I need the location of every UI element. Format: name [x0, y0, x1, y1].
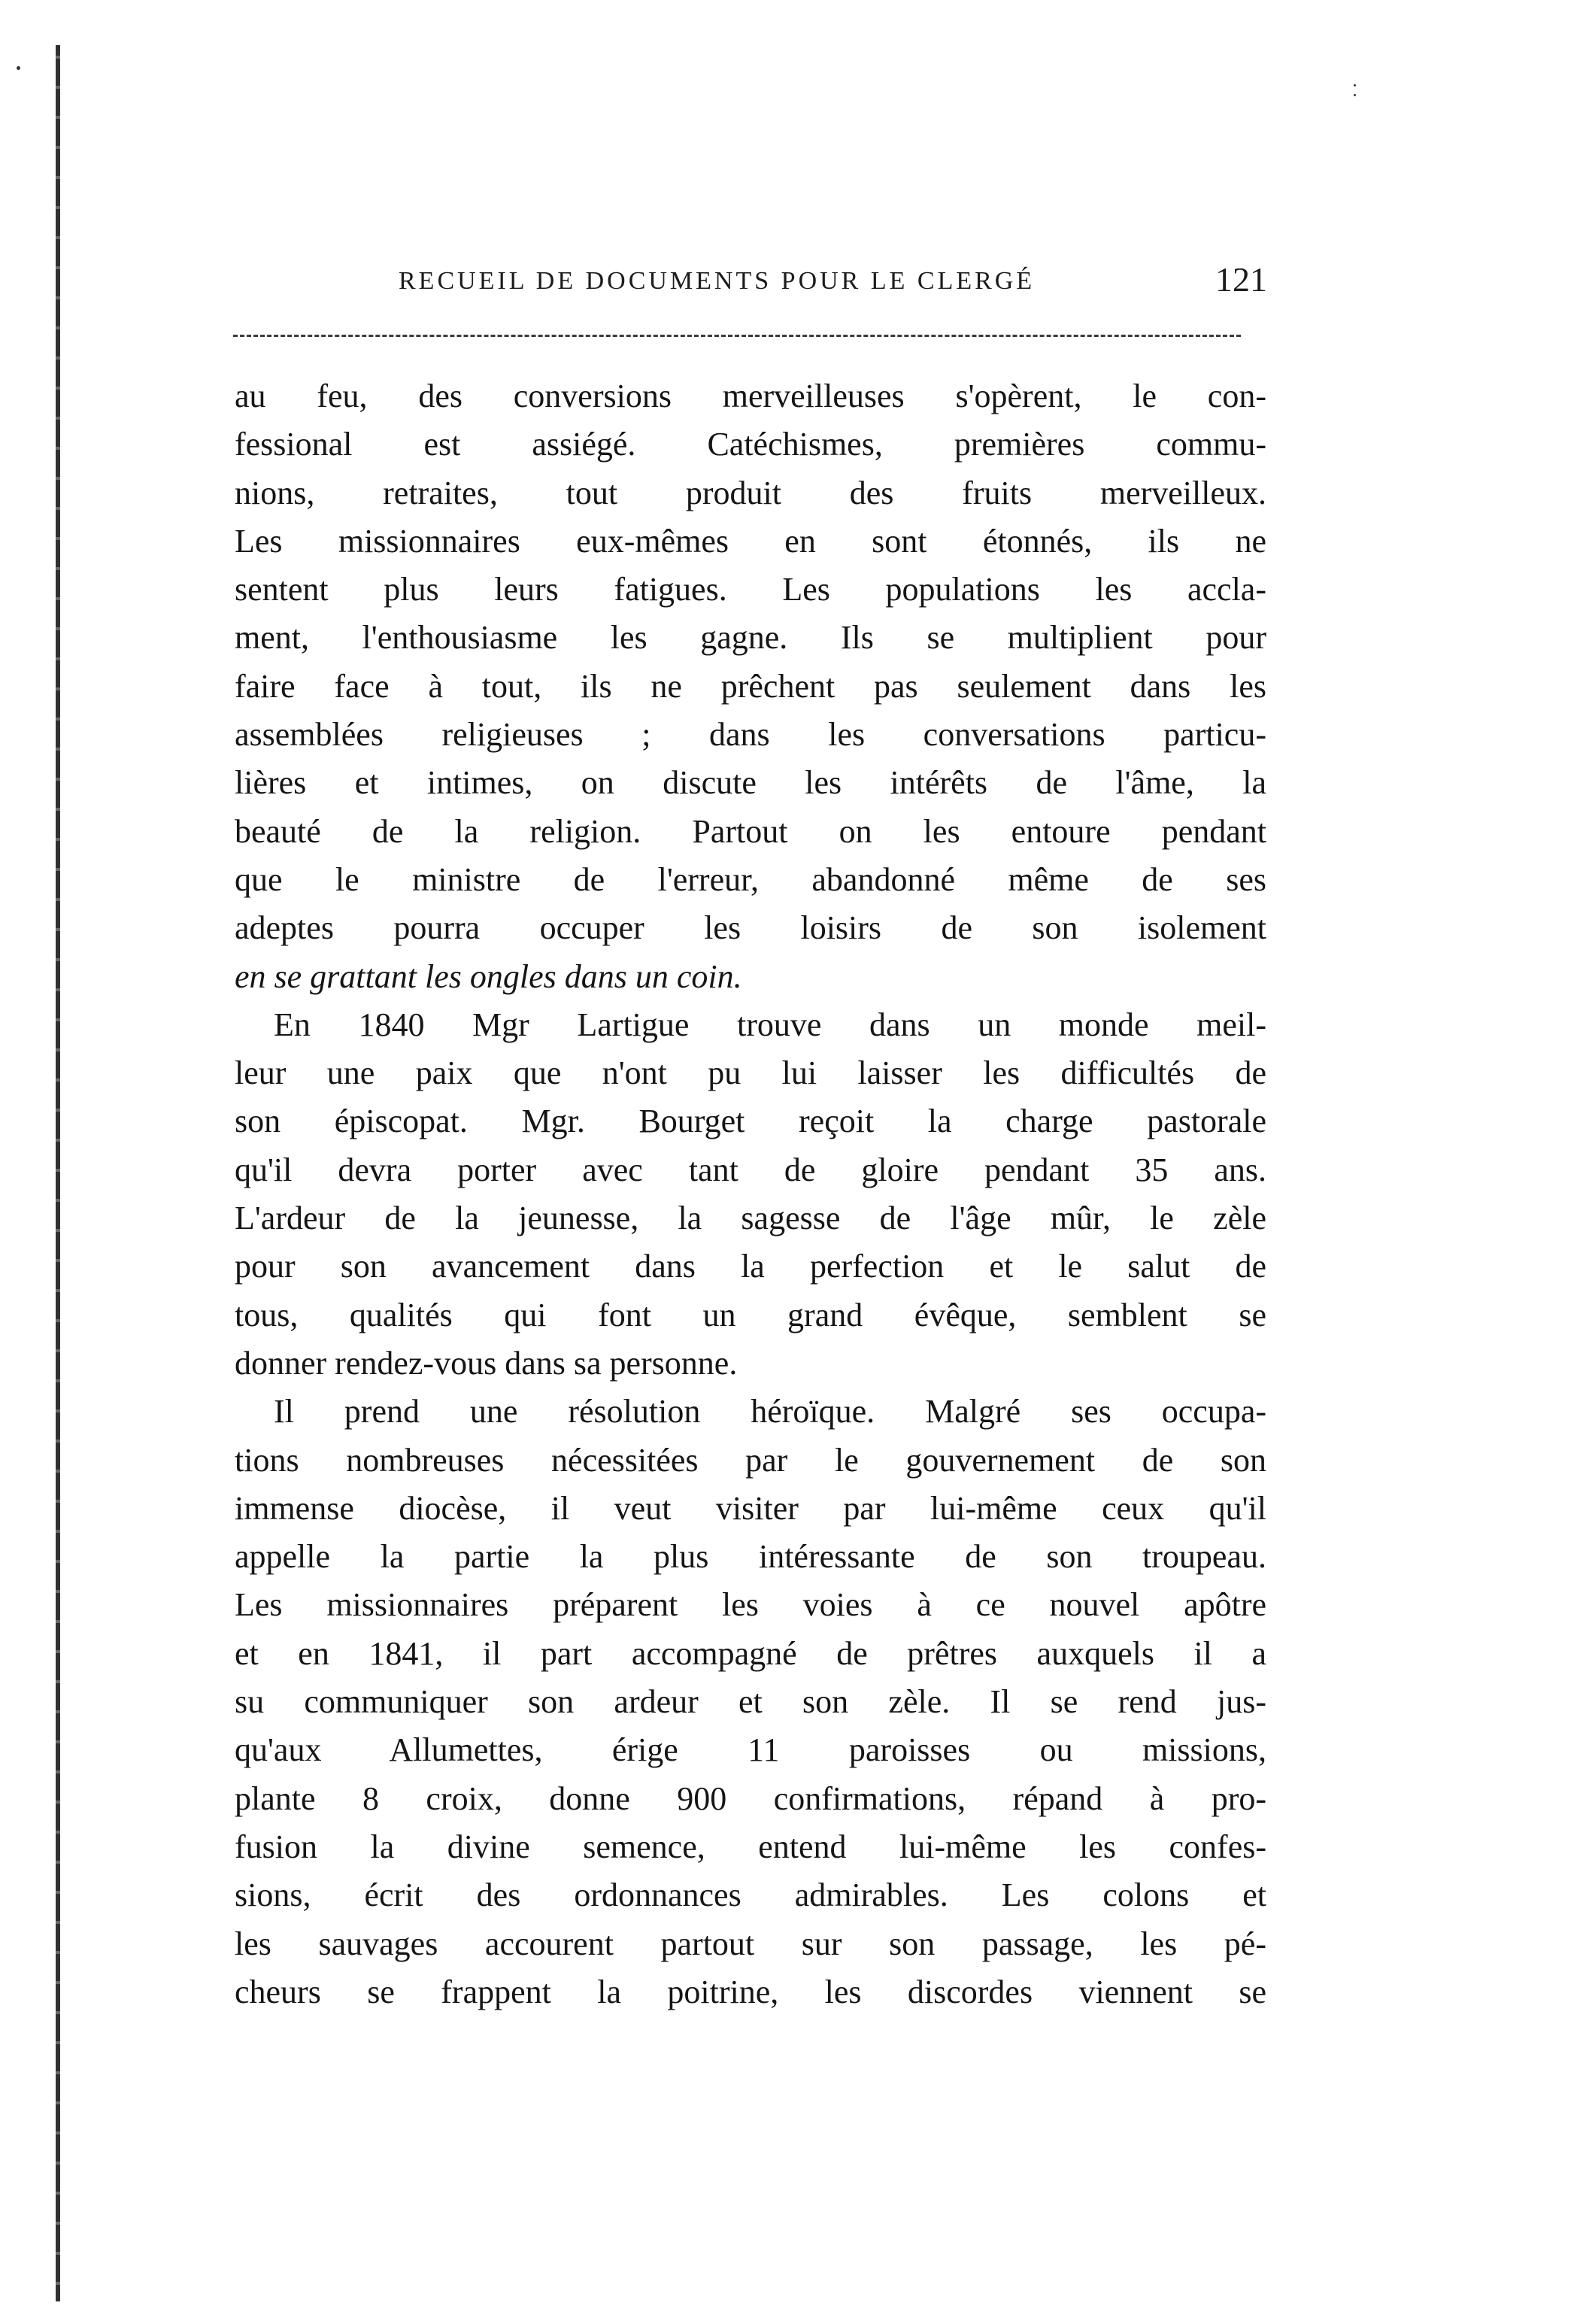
- text-line: son épiscopat. Mgr. Bourget reçoit la charge pastorale: [235, 1103, 1266, 1140]
- text-line: Les missionnaires préparent les voies à ce nouvel apôtre: [235, 1586, 1266, 1624]
- scan-speck: [1354, 84, 1356, 86]
- text-line: les sauvages accourent partout sur son passage, les pé-: [235, 1925, 1266, 1962]
- text-line: adeptes pourra occuper les loisirs de son isolement: [235, 909, 1266, 947]
- text-line: beauté de la religion. Partout on les entoure pendant: [235, 812, 1266, 850]
- text-line: L'ardeur de la jeunesse, la sagesse de l'âge mûr, le zèle: [235, 1200, 1266, 1237]
- text-line: faire face à tout, ils ne prêchent pas seulement dans les: [235, 667, 1266, 705]
- text-line: Les missionnaires eux-mêmes en sont étonnés, ils ne: [235, 522, 1266, 560]
- text-line: su communiquer son ardeur et son zèle. Il se rend jus-: [235, 1683, 1266, 1721]
- body-text: [235, 372, 1266, 2016]
- text-line: fusion la divine semence, entend lui-même les confes-: [235, 1828, 1266, 1865]
- page-binding-edge: [56, 45, 60, 2301]
- text-line: ment, l'enthousiasme les gagne. Ils se multiplient pour: [235, 619, 1266, 657]
- text-line: Il prend une résolution héroïque. Malgré ses occupa-: [274, 1393, 1266, 1431]
- text-line: au feu, des conversions merveilleuses s'opèrent, le con-: [235, 378, 1266, 414]
- page-header: [233, 259, 1275, 312]
- text-line: lières et intimes, on discute les intérêts de l'âme, la: [235, 764, 1266, 802]
- page-number: 121: [1215, 260, 1267, 299]
- text-line: sions, écrit des ordonnances admirables. Les colons et: [235, 1876, 1266, 1914]
- italic-quote-line: en se grattant les ongles dans un coin.: [235, 957, 742, 995]
- text-line: cheurs se frappent la poitrine, les discordes viennent se: [235, 1973, 1266, 2010]
- text-line: En 1840 Mgr Lartigue trouve dans un monde meil-: [274, 1006, 1266, 1043]
- text-line: donner rendez-vous dans sa personne.: [235, 1344, 738, 1382]
- scan-speck: [17, 66, 20, 70]
- text-line: que le ministre de l'erreur, abandonné même de ses: [235, 860, 1266, 898]
- text-line: pour son avancement dans la perfection et le salut de: [235, 1248, 1266, 1285]
- text-line: qu'il devra porter avec tant de gloire pendant 35 ans.: [235, 1151, 1266, 1188]
- text-line: sentent plus leurs fatigues. Les populations les accla-: [235, 571, 1266, 608]
- running-head: RECUEIL DE DOCUMENTS POUR LE CLERGÉ: [399, 267, 1036, 295]
- text-line: fessional est assiégé. Catéchismes, premières commu-: [235, 426, 1266, 463]
- text-line: qu'aux Allumettes, érige 11 paroisses ou missions,: [235, 1731, 1266, 1769]
- text-line: appelle la partie la plus intéressante de son troupeau.: [235, 1538, 1266, 1576]
- header-rule: [233, 335, 1241, 337]
- text-line: leur une paix que n'ont pu lui laisser les difficultés de: [235, 1054, 1266, 1092]
- text-line: tions nombreuses nécessitées par le gouvernement de son: [235, 1441, 1266, 1479]
- text-line: tous, qualités qui font un grand évêque, semblent se: [235, 1296, 1266, 1333]
- text-line: et en 1841, il part accompagné de prêtres auxquels il a: [235, 1634, 1266, 1672]
- text-line: immense diocèse, il veut visiter par lui-même ceux qu'il: [235, 1489, 1266, 1527]
- text-line: nions, retraites, tout produit des fruits merveilleux.: [235, 474, 1266, 511]
- text-line: plante 8 croix, donne 900 confirmations, répand à pro-: [235, 1779, 1266, 1817]
- text-line: assemblées religieuses ; dans les conversations particu-: [235, 716, 1266, 754]
- scan-speck: [1354, 94, 1356, 96]
